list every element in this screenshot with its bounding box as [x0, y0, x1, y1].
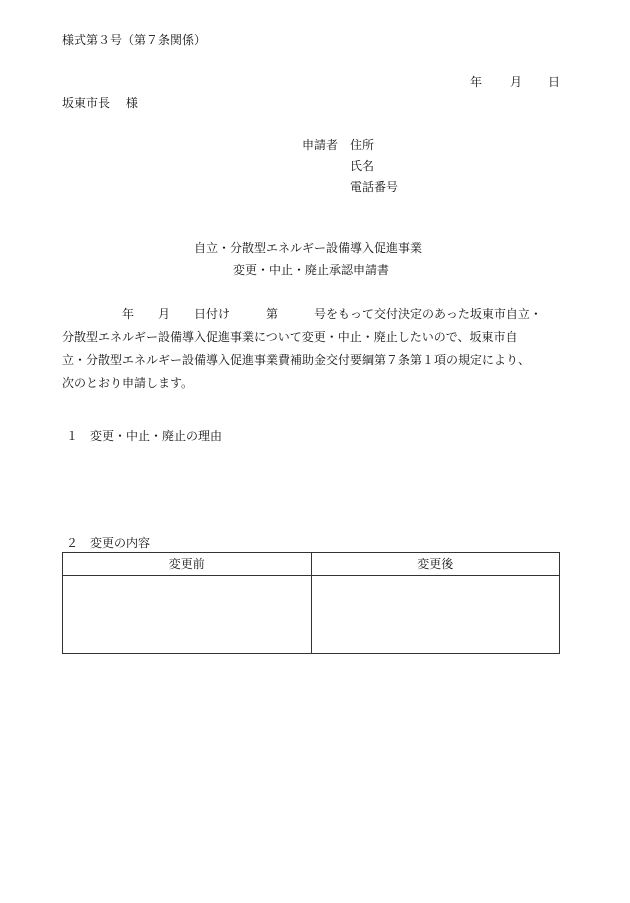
body-line-3: 立・分散型エネルギー設備導入促進事業費補助金交付要綱第７条第１項の規定により、 [62, 353, 531, 367]
section-1-heading: １ 変更・中止・廃止の理由 [66, 429, 223, 443]
section-2-heading: ２ 変更の内容 [66, 536, 151, 550]
form-number: 様式第３号（第７条関係） [62, 33, 207, 47]
header-after: 変更後 [311, 553, 560, 576]
cell-after[interactable] [311, 576, 560, 654]
date-month: 月 [510, 75, 523, 89]
title-line-1: 自立・分散型エネルギー設備導入促進事業 [194, 241, 423, 255]
title-line-2: 変更・中止・廃止承認申請書 [233, 263, 390, 277]
change-content-table [62, 552, 560, 654]
applicant-phone-label: 電話番号 [350, 180, 399, 194]
applicant-name-label: 氏名 [350, 159, 375, 173]
date-day: 日 [548, 75, 561, 89]
table-header-row [63, 553, 560, 576]
applicant-label: 申請者 [302, 138, 339, 152]
addressee: 坂東市長 様 [62, 96, 138, 110]
applicant-address-label: 住所 [350, 138, 375, 152]
cell-before[interactable] [63, 576, 312, 654]
body-line-1: 年 月 日付け 第 号をもって交付決定のあった坂東市自立・ [62, 307, 542, 321]
application-body [62, 303, 562, 395]
date-year: 年 [470, 75, 483, 89]
body-line-4: 次のとおり申請します。 [62, 376, 194, 390]
table-row [63, 576, 560, 654]
header-before: 変更前 [63, 553, 312, 576]
body-line-2: 分散型エネルギー設備導入促進事業について変更・中止・廃止したいので、坂東市自 [62, 330, 518, 344]
